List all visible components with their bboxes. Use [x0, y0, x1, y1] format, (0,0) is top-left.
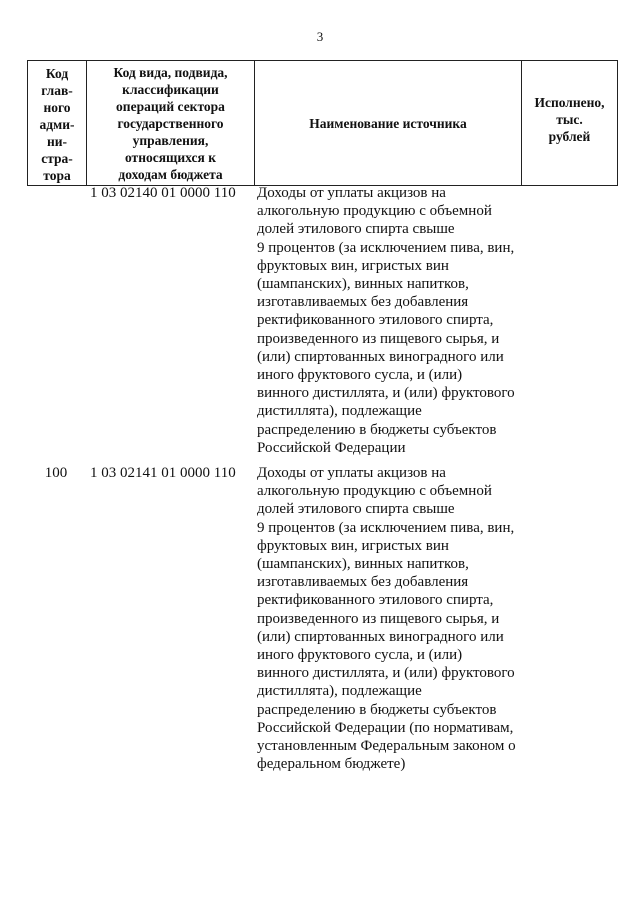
description-line: (шампанских), винных напитков,	[257, 556, 469, 573]
row-source-description	[257, 184, 537, 457]
row-source-description	[257, 464, 537, 773]
description-line: алкогольную продукцию с объемной	[257, 483, 492, 500]
header-executed	[522, 61, 618, 186]
header-executed-line: тыс.	[556, 111, 583, 127]
description-line: долей этилового спирта свыше	[257, 221, 455, 238]
header-admin-line: ного	[43, 99, 71, 115]
page-number: 3	[316, 29, 324, 44]
description-line: произведенного из пищевого сырья, и	[257, 610, 500, 627]
header-type-line: государственного	[117, 115, 224, 131]
description-line: алкогольную продукцию с объемной	[257, 203, 492, 220]
header-admin-line: Код	[45, 65, 69, 81]
description-line: дистиллята), подлежащие	[257, 403, 422, 420]
description-line: фруктовых вин, игристых вин	[257, 257, 449, 274]
header-admin-code	[28, 61, 87, 186]
header-type-line: управления,	[132, 132, 209, 148]
description-line: иного фруктового сусла, и (или)	[257, 647, 463, 664]
header-type-line: операций сектора	[116, 98, 225, 114]
description-line: изготавливаемых без добавления	[257, 294, 469, 311]
description-line: (шампанских), винных напитков,	[257, 276, 469, 293]
description-line: (или) спиртованных виноградного или	[257, 348, 504, 365]
row-classification-code: 1 03 02141 01 0000 110	[90, 465, 236, 481]
description-line: изготавливаемых без добавления	[257, 574, 469, 591]
header-type-line: относящихся к	[124, 149, 216, 165]
header-type-line: Код вида, подвида,	[113, 64, 228, 80]
header-type-line: классификации	[122, 81, 219, 97]
description-line: винного дистиллята, и (или) фруктового	[257, 665, 515, 682]
header-admin-line: ни-	[46, 133, 68, 149]
description-line: Доходы от уплаты акцизов на	[257, 465, 446, 481]
description-line: Российской Федерации (по нормативам,	[257, 719, 514, 736]
header-executed-line: Исполнено,	[534, 94, 605, 110]
description-line: произведенного из пищевого сырья, и	[257, 330, 500, 347]
description-line: долей этилового спирта свыше	[257, 501, 455, 518]
header-admin-line: адми-	[39, 116, 75, 132]
description-line: ректификованного этилового спирта,	[257, 592, 494, 609]
row-admin-code: 100	[44, 465, 68, 481]
description-line: 9 процентов (за исключением пива, вин,	[257, 519, 515, 536]
header-admin-line: глав-	[41, 82, 73, 98]
header-source-name: Наименование источника	[255, 61, 522, 186]
description-line: установленным Федеральным законом о	[257, 738, 516, 755]
description-line: (или) спиртованных виноградного или	[257, 628, 504, 645]
description-line: винного дистиллята, и (или) фруктового	[257, 385, 515, 402]
description-line: Доходы от уплаты акцизов на	[257, 185, 446, 201]
description-line: фруктовых вин, игристых вин	[257, 537, 449, 554]
description-line: федеральном бюджете)	[257, 756, 406, 773]
description-line: ректификованного этилового спирта,	[257, 312, 494, 329]
description-line: дистиллята), подлежащие	[257, 683, 422, 700]
header-admin-line: стра-	[41, 150, 73, 166]
header-type-code	[87, 61, 255, 186]
header-admin-line: тора	[43, 167, 71, 183]
description-line: распределению в бюджеты субъектов	[257, 421, 497, 438]
header-executed-line: рублей	[548, 128, 591, 144]
row-classification-code: 1 03 02140 01 0000 110	[90, 185, 236, 201]
description-line: Российской Федерации	[257, 439, 406, 456]
header-type-line: доходам бюджета	[118, 166, 223, 182]
description-line: распределению в бюджеты субъектов	[257, 701, 497, 718]
description-line: 9 процентов (за исключением пива, вин,	[257, 239, 515, 256]
description-line: иного фруктового сусла, и (или)	[257, 367, 463, 384]
table-header	[27, 60, 618, 186]
